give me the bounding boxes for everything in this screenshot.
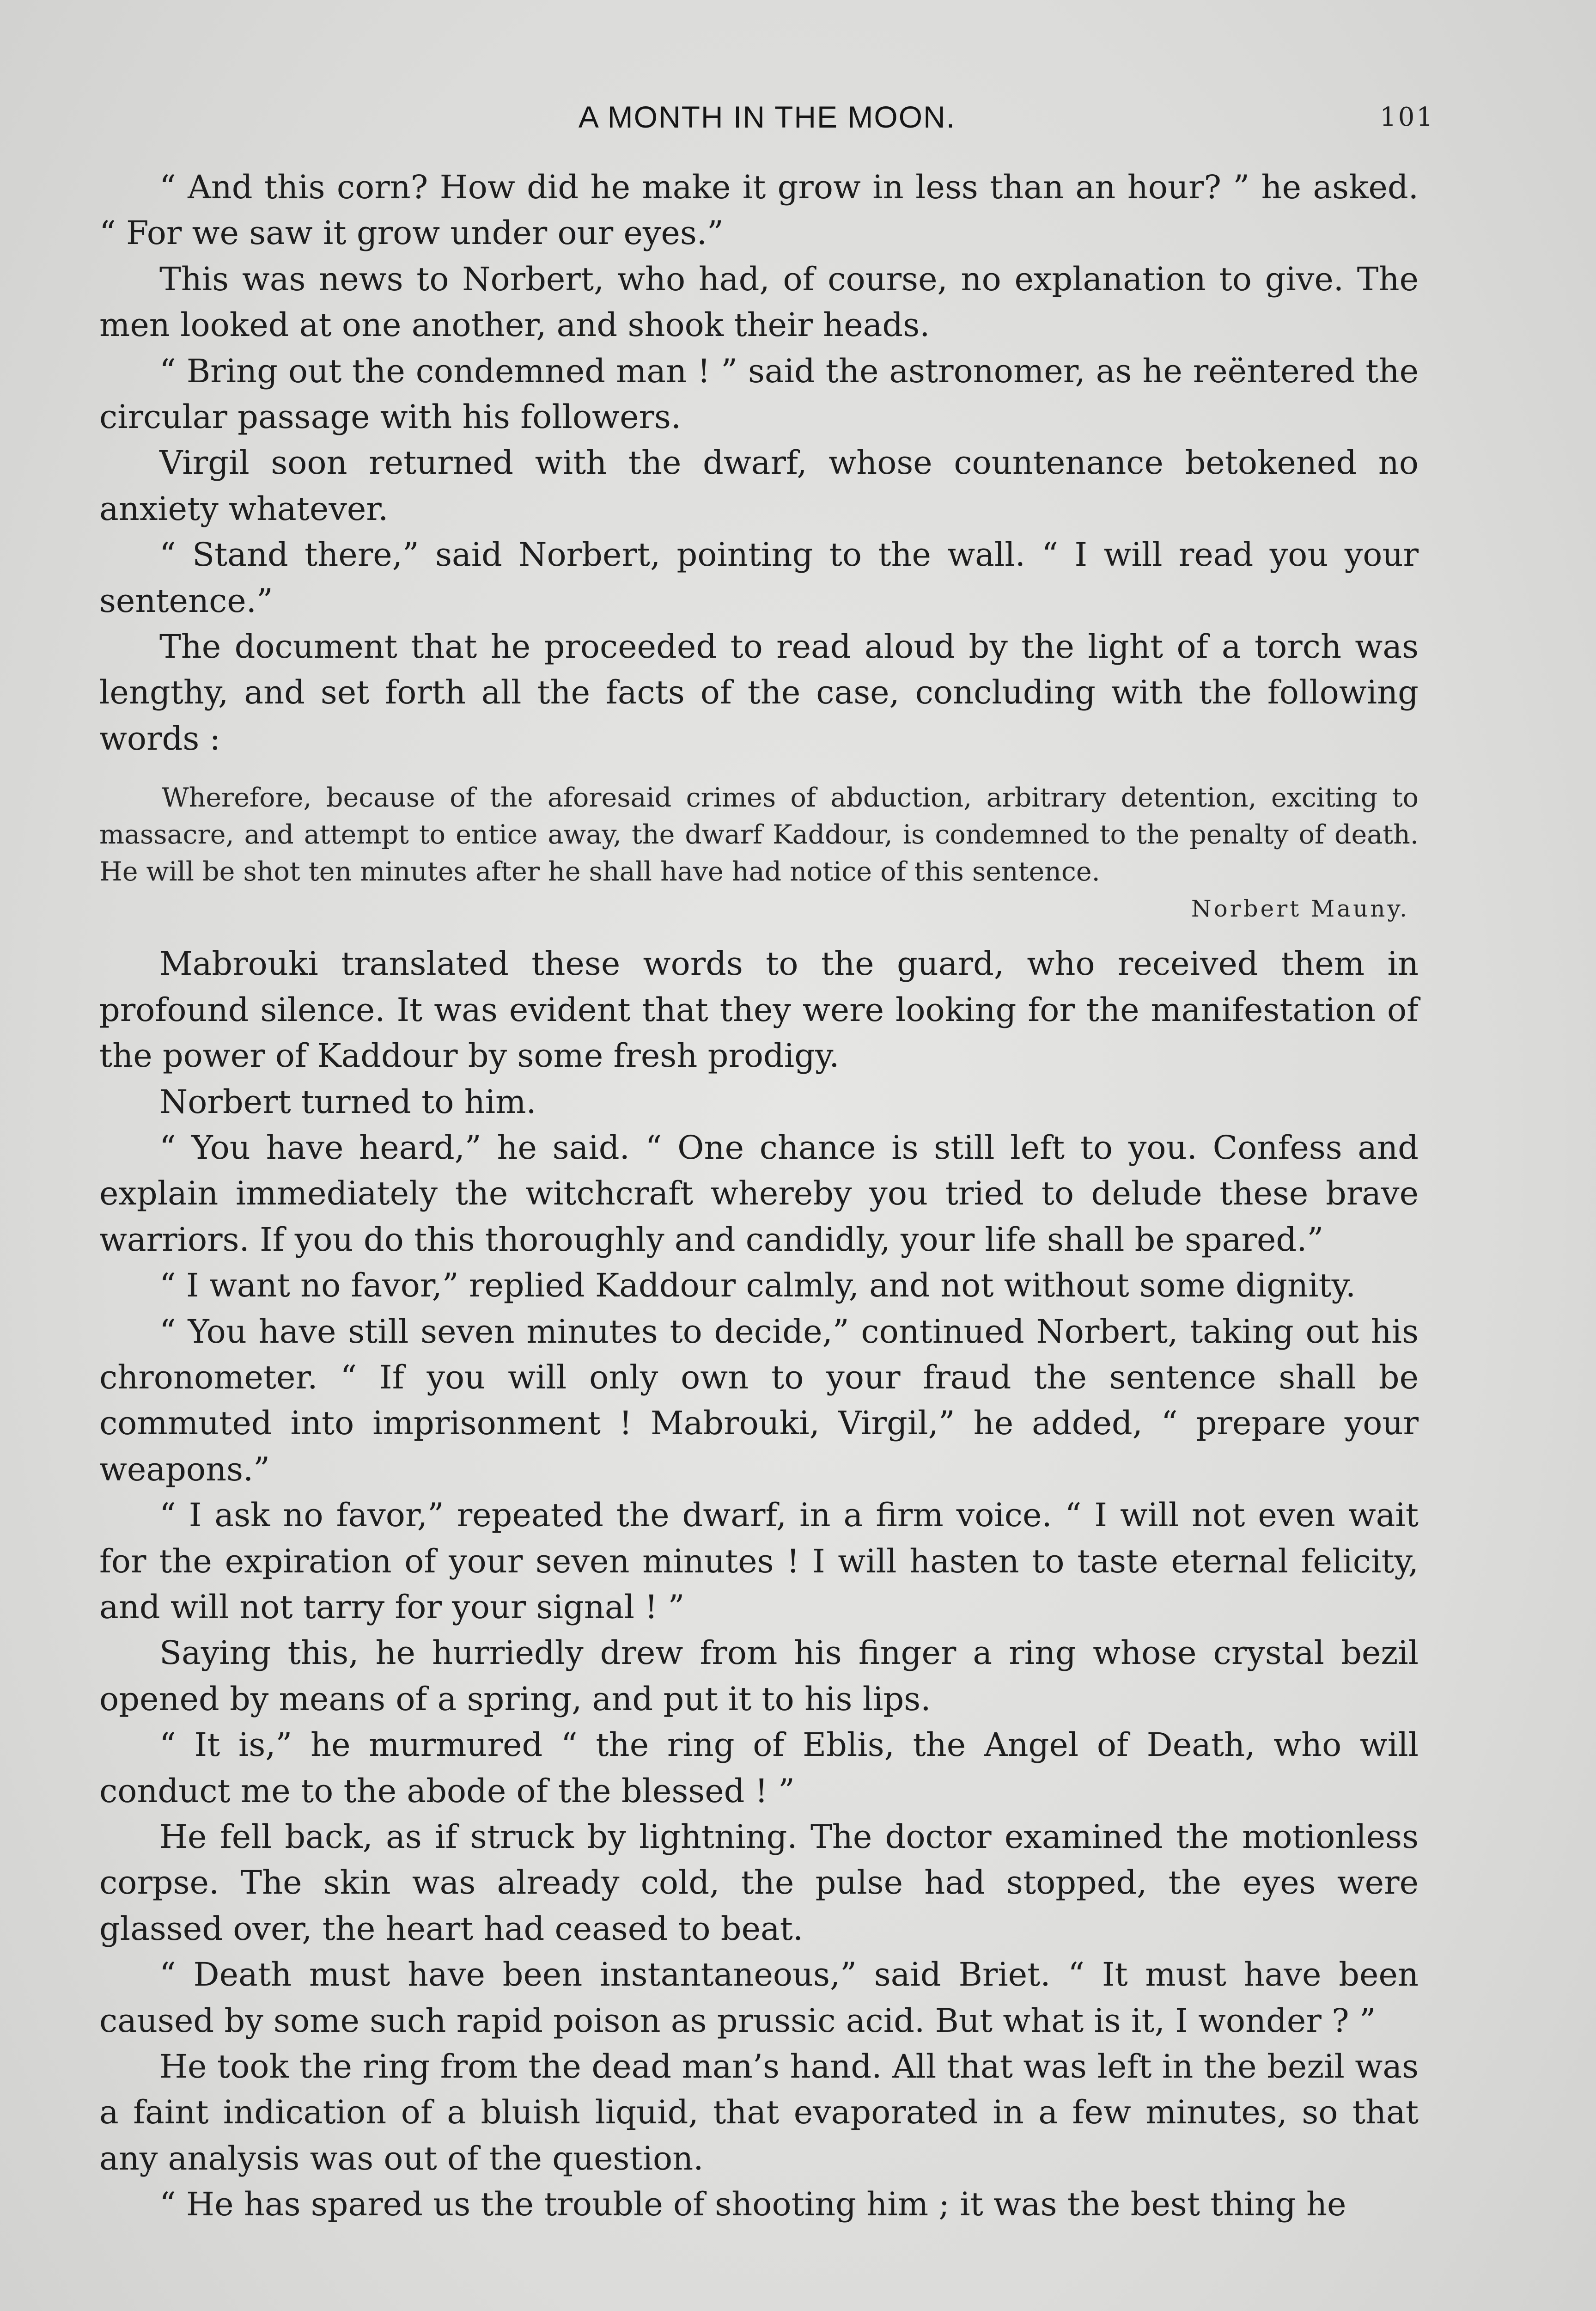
paragraph: “ I ask no favor,” repeated the dwarf, in a firm voice. “ I will not even wait for the expiration of your seven minutes ! I will hasten to taste eternal felicity, and will not tarry for your signal ! ” [99,1496,1419,1626]
body-text [99,165,1419,2228]
paragraph: “ Death must have been instantaneous,” said Briet. “ It must have been caused by some such rapid poison as prussic acid. But what is it, I wonder ? ” [99,1956,1419,2040]
paragraph: “ He has spared us the trouble of shooting him ; it was the best thing he [159,2185,1346,2224]
paragraph: “ Stand there,” said Norbert, pointing to the wall. “ I will read you your sentence.” [99,536,1419,620]
paragraph: “ And this corn? How did he make it grow in less than an hour? ” he asked. “ For we saw it grow under our eyes.” [99,168,1419,252]
paragraph: The document that he proceeded to read aloud by the light of a torch was lengthy, and set forth all the facts of the case, concluding with the following words : [99,628,1419,758]
running-title: A MONTH IN THE MOON. [578,100,956,134]
page-header [99,99,1435,136]
paragraph: Saying this, he hurriedly drew from his finger a ring whose crystal bezil opened by means of a spring, and put it to his lips. [99,1634,1419,1718]
paragraph: He took the ring from the dead man’s hand. All that was left in the bezil was a faint indication of a bluish liquid, that evaporated in a few minutes, so that any analysis was out of the question. [99,2048,1419,2177]
paragraph: Norbert turned to him. [159,1082,536,1121]
paragraph: “ You have still seven minutes to decide,” continued Norbert, taking out his chronometer. “ If you will only own to your fraud the sentence shall be commuted into imprisonment ! Mabrouki, Virgil,” he added, “ prepare your weapons.” [99,1312,1419,1488]
paragraph: He fell back, as if struck by lightning. The doctor examined the motionless corpse. The skin was already cold, the pulse had stopped, the eyes were glassed over, the heart had ceased to beat. [99,1818,1419,1948]
paragraph: Virgil soon returned with the dwarf, whose countenance betokened no anxiety whatever. [99,444,1419,528]
signature: Norbert Mauny. [1191,895,1409,923]
paragraph: Mabrouki translated these words to the guard, who received them in profound silence. It was evident that they were looking for the manifestation of the power of Kaddour by some fresh prodigy. [99,945,1419,1075]
paragraph: “ Bring out the condemned man ! ” said the astronomer, as he reëntered the circular passage with his followers. [99,352,1419,436]
paragraph: “ I want no favor,” replied Kaddour calmly, and not without some dignity. [159,1266,1356,1305]
paragraph: “ It is,” he murmured “ the ring of Eblis, the Angel of Death, who will conduct me to the abode of the blessed ! ” [99,1726,1419,1810]
paragraph: “ You have heard,” he said. “ One chance is still left to you. Confess and explain immediately the witchcraft whereby you tried to delude these brave warriors. If you do this thoroughly and candidly, your life shall be spared.” [99,1128,1419,1259]
paragraph: This was news to Norbert, who had, of course, no explanation to give. The men looked at one another, and shook their heads. [99,260,1419,344]
sentence-document [99,779,1419,927]
sentence-text: Wherefore, because of the aforesaid crimes of abduction, arbitrary detention, exciting to massacre, and attempt to entice away, the dwarf Kaddour, is condemned to the penalty of death. He will be shot ten minutes after he shall have had notice of this sentence. [99,783,1419,887]
page-number: 101 [1380,102,1435,132]
